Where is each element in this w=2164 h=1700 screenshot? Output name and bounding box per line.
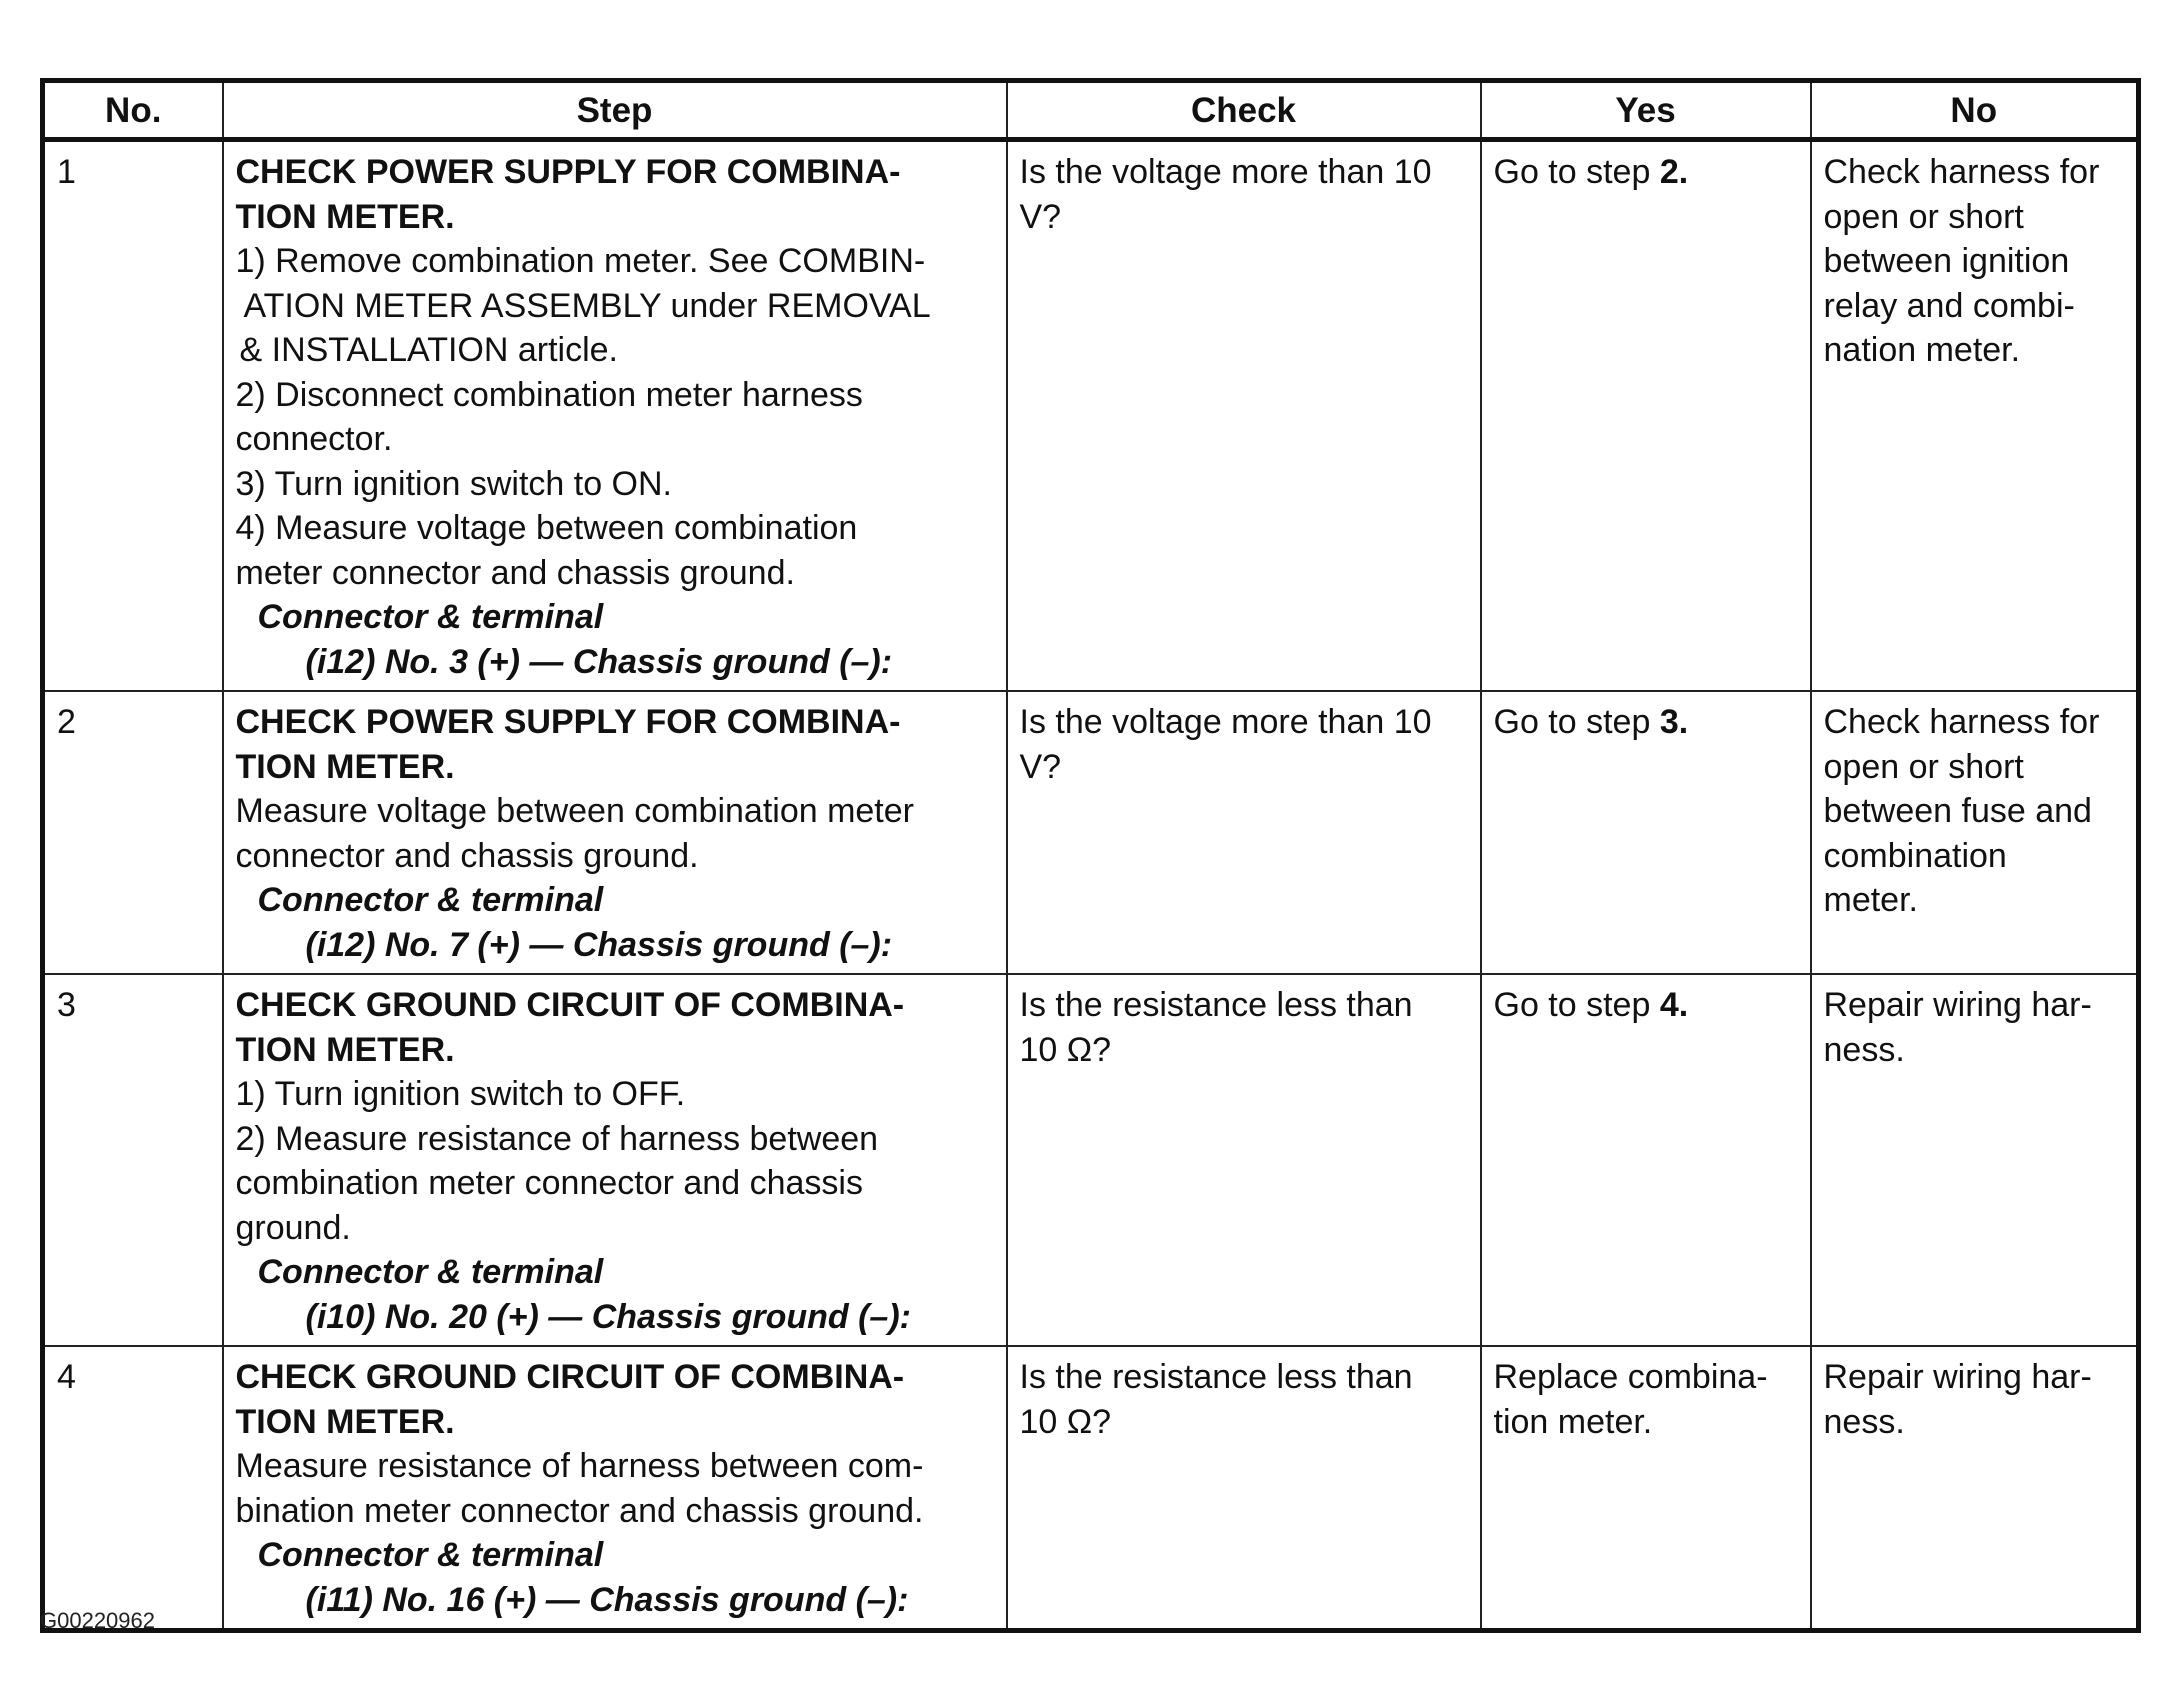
no-line: between ignition: [1823, 242, 2070, 280]
yes-prefix: Go to step: [1493, 703, 1660, 741]
no-line: Check harness for: [1823, 703, 2100, 741]
step-title-line: CHECK POWER SUPPLY FOR COMBINA-: [235, 153, 901, 191]
table-row: [43, 691, 2139, 974]
no-line: nation meter.: [1823, 331, 2021, 369]
no-cell: [1811, 974, 2139, 1346]
terminal-spec: (i12) No. 7 (+) — Chassis ground (–):: [305, 925, 893, 964]
terminal-spec: (i10) No. 20 (+) — Chassis ground (–):: [305, 1297, 911, 1336]
table-row: [43, 974, 2139, 1346]
step-title-line: TION METER.: [235, 1030, 455, 1069]
step-title-line: CHECK POWER SUPPLY FOR COMBINA-: [235, 703, 901, 741]
step-body-line: 2) Disconnect combination meter harness: [235, 375, 863, 414]
step-title-line: TION METER.: [235, 747, 455, 786]
check-cell: [1007, 140, 1481, 692]
step-body-line: 4) Measure voltage between combination: [235, 509, 858, 547]
check-line: Is the resistance less than: [1019, 986, 1413, 1024]
no-line: meter.: [1823, 881, 1918, 919]
step-number: 3: [43, 974, 223, 1346]
step-number: 1: [43, 140, 223, 692]
step-title-line: CHECK GROUND CIRCUIT OF COMBINA-: [235, 1358, 905, 1396]
header-no-result: No: [1811, 81, 2139, 140]
header-row: [43, 81, 2139, 140]
no-line: open or short: [1823, 747, 2024, 786]
no-line: open or short: [1823, 197, 2024, 236]
connector-label: Connector & terminal: [257, 1536, 604, 1574]
no-line: between fuse and: [1823, 792, 2092, 830]
step-number: 4: [43, 1346, 223, 1631]
step-body-line: combination meter connector and chassis: [235, 1164, 863, 1202]
header-yes: Yes: [1481, 81, 1811, 140]
step-body-line: & INSTALLATION article.: [239, 331, 618, 369]
check-line: 10 Ω?: [1019, 1030, 1112, 1069]
no-line: ness.: [1823, 1402, 1905, 1441]
yes-line: tion meter.: [1493, 1402, 1653, 1441]
check-line: Is the resistance less than: [1019, 1358, 1413, 1396]
no-cell: [1811, 1346, 2139, 1631]
no-line: Repair wiring har-: [1823, 986, 2092, 1024]
check-line: 10 Ω?: [1019, 1402, 1112, 1441]
yes-cell: [1481, 1346, 1811, 1631]
yes-line: Replace combina-: [1493, 1358, 1768, 1396]
step-body-line: 1) Turn ignition switch to OFF.: [235, 1075, 686, 1113]
step-title-line: TION METER.: [235, 1402, 455, 1441]
yes-cell: [1481, 140, 1811, 692]
header-check: Check: [1007, 81, 1481, 140]
check-line: V?: [1019, 197, 1062, 236]
step-body-line: ATION METER ASSEMBLY under REMOVAL: [243, 286, 931, 325]
connector-label: Connector & terminal: [257, 1253, 604, 1291]
step-body-line: connector and chassis ground.: [235, 836, 699, 875]
figure-id: G00220962: [40, 1608, 155, 1633]
table-row: [43, 1346, 2139, 1631]
table-row: [43, 140, 2139, 692]
yes-cell: [1481, 974, 1811, 1346]
step-body-line: Measure resistance of harness between com-: [235, 1447, 924, 1485]
step-body-line: meter connector and chassis ground.: [235, 553, 795, 592]
step-cell: [223, 140, 1007, 692]
yes-step-number: 3.: [1659, 703, 1689, 741]
yes-step-number: 4.: [1659, 986, 1689, 1024]
no-line: Check harness for: [1823, 153, 2100, 191]
yes-cell: [1481, 691, 1811, 974]
terminal-spec: (i11) No. 16 (+) — Chassis ground (–):: [305, 1580, 909, 1619]
check-line: V?: [1019, 747, 1062, 786]
yes-prefix: Go to step: [1493, 986, 1660, 1024]
diagnostic-table: [40, 78, 2141, 1633]
no-line: combination: [1823, 836, 2007, 875]
header-step: Step: [223, 81, 1007, 140]
step-number: 2: [43, 691, 223, 974]
step-body-line: Measure voltage between combination meter: [235, 792, 914, 830]
connector-label: Connector & terminal: [257, 598, 604, 636]
step-body-line: bination meter connector and chassis ground.: [235, 1491, 924, 1530]
no-line: ness.: [1823, 1030, 1905, 1069]
step-cell: [223, 974, 1007, 1346]
no-cell: [1811, 140, 2139, 692]
check-line: Is the voltage more than 10: [1019, 153, 1432, 191]
yes-step-number: 2.: [1659, 153, 1689, 191]
step-body-line: 3) Turn ignition switch to ON.: [235, 464, 673, 503]
step-cell: [223, 691, 1007, 974]
header-no: No.: [43, 81, 223, 140]
no-cell: [1811, 691, 2139, 974]
check-cell: [1007, 691, 1481, 974]
step-title-line: TION METER.: [235, 197, 455, 236]
check-cell: [1007, 974, 1481, 1346]
step-cell: [223, 1346, 1007, 1631]
step-body-line: ground.: [235, 1208, 351, 1247]
no-line: relay and combi-: [1823, 286, 2075, 325]
step-body-line: 1) Remove combination meter. See COMBIN-: [235, 242, 926, 280]
step-title-line: CHECK GROUND CIRCUIT OF COMBINA-: [235, 986, 905, 1024]
check-line: Is the voltage more than 10: [1019, 703, 1432, 741]
no-line: Repair wiring har-: [1823, 1358, 2092, 1396]
connector-label: Connector & terminal: [257, 881, 604, 919]
terminal-spec: (i12) No. 3 (+) — Chassis ground (–):: [305, 642, 893, 681]
step-body-line: 2) Measure resistance of harness between: [235, 1119, 879, 1158]
step-body-line: connector.: [235, 420, 393, 458]
check-cell: [1007, 1346, 1481, 1631]
yes-prefix: Go to step: [1493, 153, 1660, 191]
